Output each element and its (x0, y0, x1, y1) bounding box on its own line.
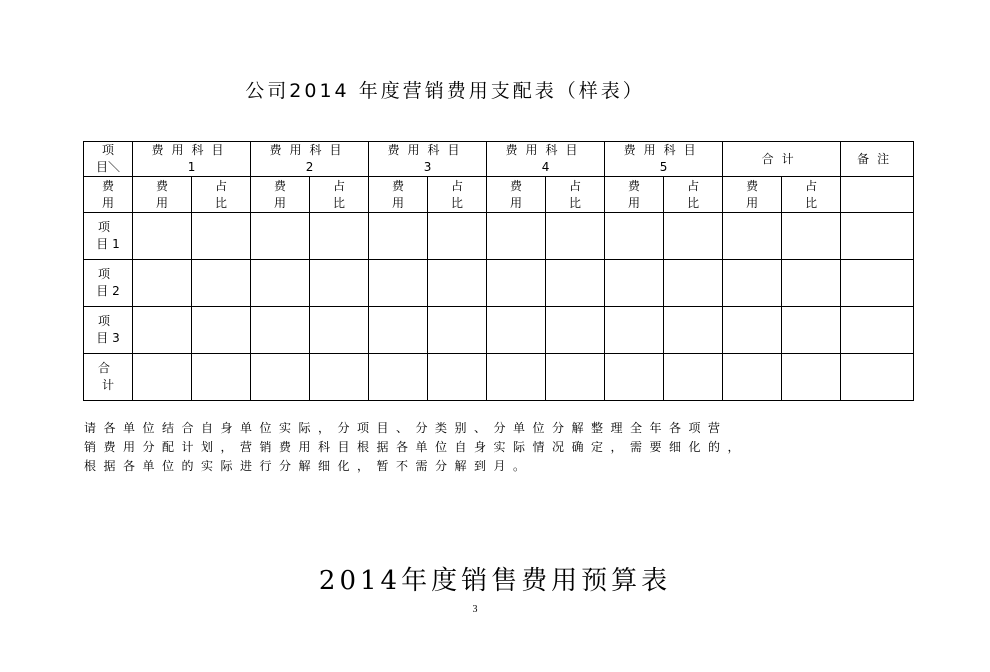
corner-header-top: 项 目＼ (84, 142, 133, 177)
table-cell[interactable] (310, 213, 369, 260)
table-cell[interactable] (605, 354, 664, 401)
table-cell[interactable] (546, 354, 605, 401)
table-row (84, 354, 914, 401)
sub-header-expense: 费 用 (133, 177, 192, 213)
table-cell[interactable] (369, 354, 428, 401)
table-cell[interactable] (605, 213, 664, 260)
category-header-4: 费用科目 4 (487, 142, 605, 177)
table-cell[interactable] (841, 307, 914, 354)
table-cell[interactable] (133, 213, 192, 260)
table-cell[interactable] (428, 307, 487, 354)
table-cell[interactable] (664, 260, 723, 307)
table-cell[interactable] (251, 213, 310, 260)
table-cell[interactable] (664, 354, 723, 401)
category-header-1: 费用科目 1 (133, 142, 251, 177)
sub-header-expense: 费 用 (487, 177, 546, 213)
sub-header-ratio: 占 比 (546, 177, 605, 213)
table-cell[interactable] (782, 213, 841, 260)
sub-header-expense: 费 用 (723, 177, 782, 213)
sub-header-ratio: 占 比 (192, 177, 251, 213)
expense-allocation-table (83, 141, 914, 401)
budget-title: 2014年度销售费用预算表 (318, 566, 672, 596)
table-cell[interactable] (133, 354, 192, 401)
table-cell[interactable] (487, 260, 546, 307)
table-cell[interactable] (782, 307, 841, 354)
table-cell[interactable] (428, 213, 487, 260)
note-line: 根据各单位的实际进行分解细化，暂不需分解到月。 (84, 459, 533, 473)
table-cell[interactable] (369, 213, 428, 260)
table-cell[interactable] (251, 307, 310, 354)
note-line: 销费用分配计划，营销费用科目根据各单位自身实际情况确定，需要细化的， (84, 440, 748, 454)
table-cell[interactable] (251, 354, 310, 401)
table-cell[interactable] (310, 354, 369, 401)
table-cell[interactable] (487, 354, 546, 401)
table-cell[interactable] (310, 260, 369, 307)
table-cell[interactable] (192, 213, 251, 260)
sub-header-ratio: 占 比 (782, 177, 841, 213)
table-cell[interactable] (546, 307, 605, 354)
page-number: 3 (472, 604, 478, 615)
table-cell[interactable] (664, 213, 723, 260)
category-header-3: 费用科目 3 (369, 142, 487, 177)
table-title: 公司2014 年度营销费用支配表（样表） (245, 80, 645, 102)
table-cell[interactable] (310, 307, 369, 354)
table-cell[interactable] (192, 260, 251, 307)
table-cell[interactable] (133, 307, 192, 354)
sub-header-expense: 费 用 (605, 177, 664, 213)
table-cell[interactable] (723, 213, 782, 260)
table-row (84, 260, 914, 307)
table-cell[interactable] (428, 260, 487, 307)
table-cell[interactable] (546, 213, 605, 260)
table-cell[interactable] (723, 307, 782, 354)
table-row (84, 213, 914, 260)
sub-header-expense: 费 用 (369, 177, 428, 213)
category-header-2: 费用科目 2 (251, 142, 369, 177)
corner-header-bottom: 费 用 (84, 177, 133, 213)
table-cell[interactable] (251, 260, 310, 307)
sub-header-ratio: 占 比 (664, 177, 723, 213)
row-label-item: 项 目 3 (84, 307, 133, 354)
table-cell[interactable] (487, 213, 546, 260)
table-cell[interactable] (841, 213, 914, 260)
table-cell[interactable] (369, 307, 428, 354)
table-cell[interactable] (546, 260, 605, 307)
row-label-item: 项 目 2 (84, 260, 133, 307)
row-label-total: 合 计 (84, 354, 133, 401)
table-cell[interactable] (605, 260, 664, 307)
table-cell[interactable] (782, 260, 841, 307)
remark-subheader-cell (841, 177, 914, 213)
table-cell[interactable] (487, 307, 546, 354)
table-cell[interactable] (841, 260, 914, 307)
table-cell[interactable] (605, 307, 664, 354)
total-header: 合计 (723, 142, 841, 177)
table-cell[interactable] (192, 354, 251, 401)
table-cell[interactable] (664, 307, 723, 354)
sub-header-ratio: 占 比 (310, 177, 369, 213)
table-cell[interactable] (369, 260, 428, 307)
remark-header: 备注 (841, 142, 914, 177)
table-cell[interactable] (192, 307, 251, 354)
row-label-item: 项 目 1 (84, 213, 133, 260)
sub-header-ratio: 占 比 (428, 177, 487, 213)
table-cell[interactable] (723, 354, 782, 401)
instruction-note (84, 419, 884, 476)
table-cell[interactable] (428, 354, 487, 401)
sub-header-expense: 费 用 (251, 177, 310, 213)
note-line: 请各单位结合自身单位实际，分项目、分类别、分单位分解整理全年各项营 (84, 421, 728, 435)
table-cell[interactable] (841, 354, 914, 401)
category-header-5: 费用科目 5 (605, 142, 723, 177)
table-cell[interactable] (723, 260, 782, 307)
table-row (84, 307, 914, 354)
table-cell[interactable] (782, 354, 841, 401)
table-cell[interactable] (133, 260, 192, 307)
